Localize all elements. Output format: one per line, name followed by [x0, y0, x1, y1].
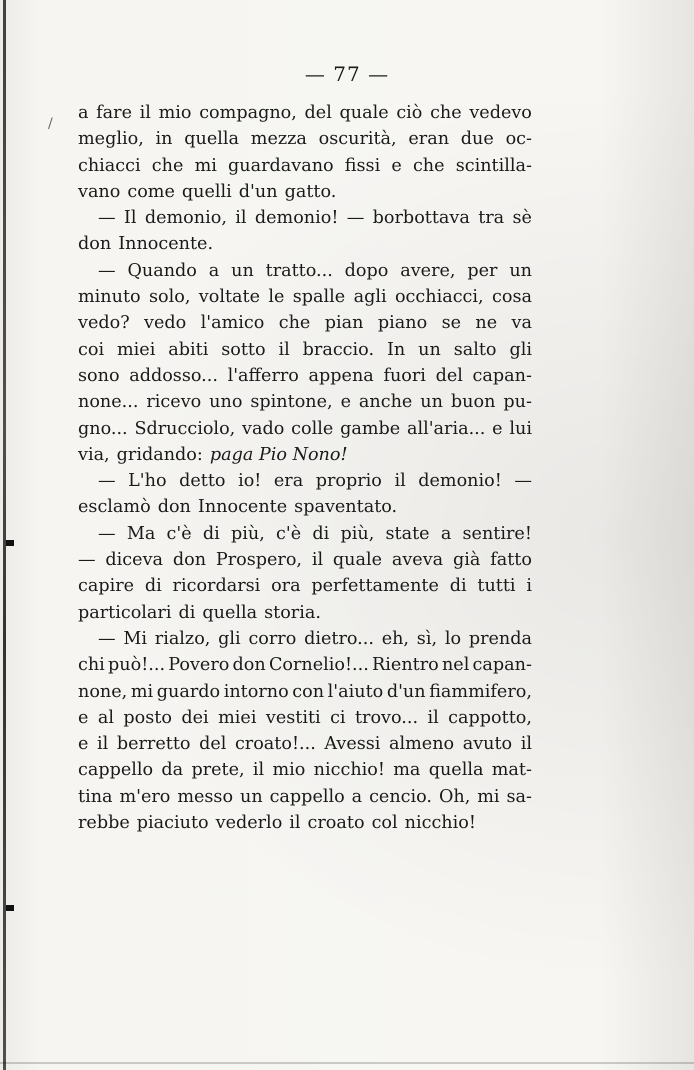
text-line: via, gridando: paga Pio Nono! [78, 442, 532, 468]
text-line: gno... Sdrucciolo, vado colle gambe all'aria... e lui [78, 418, 532, 439]
text-line: minuto solo, voltate le spalle agli occhiacci, cosa [78, 287, 532, 308]
text-line: tina m'ero messo un cappello a cencio. Oh, mi sa- [78, 786, 532, 807]
text-line: — Il demonio, il demonio! — borbottava tra sè [98, 208, 532, 229]
text-line: rebbe piaciuto vederlo il croato col nicchio! [78, 813, 476, 834]
text-line: — diceva don Prospero, il quale aveva già fatto [78, 550, 532, 571]
italic-phrase: paga Pio Nono! [209, 444, 348, 465]
text-line: e al posto dei miei vestiti ci trovo... il cappotto, [78, 707, 532, 728]
text-line: none, mi guardo intorno con l'aiuto d'un fiammifero, [78, 681, 532, 702]
binding-mark [6, 540, 14, 546]
text-line: vedo? vedo l'amico che pian piano se ne va [78, 313, 532, 334]
text-line: chiacci che mi guardavano fissi e che scintilla- [78, 155, 532, 176]
text-line: capire di ricordarsi ora perfettamente di tutti i [78, 576, 532, 597]
margin-mark: / [48, 116, 53, 132]
text-line: — L'ho detto io! era proprio il demonio! — [98, 471, 532, 492]
text-line: cappello da prete, il mio nicchio! ma quella mat- [78, 760, 532, 781]
page-number: — 77 — [304, 62, 390, 86]
text-line: e il berretto del croato!... Avessi almeno avuto il [78, 734, 532, 755]
text-line: vano come quelli d'un gatto. [78, 181, 337, 202]
text-line: a fare il mio compagno, del quale ciò che vedevo [78, 103, 532, 123]
binding-mark [6, 905, 14, 911]
text-line: meglio, in quella mezza oscurità, eran due oc- [78, 129, 532, 150]
text-line: — Mi rialzo, gli corro dietro... eh, sì, lo prenda [98, 628, 532, 649]
body-text [78, 100, 532, 836]
text-line: — Quando a un tratto... dopo avere, per un [98, 260, 532, 281]
text-line: sono addosso... l'afferro appena fuori del capan- [78, 365, 532, 386]
text-line: coi miei abiti sotto il braccio. In un salto gli [78, 339, 532, 360]
text-line: don Innocente. [78, 234, 214, 255]
text-line: particolari di quella storia. [78, 602, 321, 623]
text-line: esclamò don Innocente spaventato. [78, 497, 398, 518]
text-line: — Ma c'è di più, c'è di più, state a sentire! [98, 523, 532, 544]
page-bottom-edge [0, 1062, 694, 1064]
text-line: none... ricevo uno spintone, e anche un buon pu- [78, 392, 532, 413]
text-line: chi può!... Povero don Cornelio!... Rientro nel capan- [78, 655, 532, 676]
